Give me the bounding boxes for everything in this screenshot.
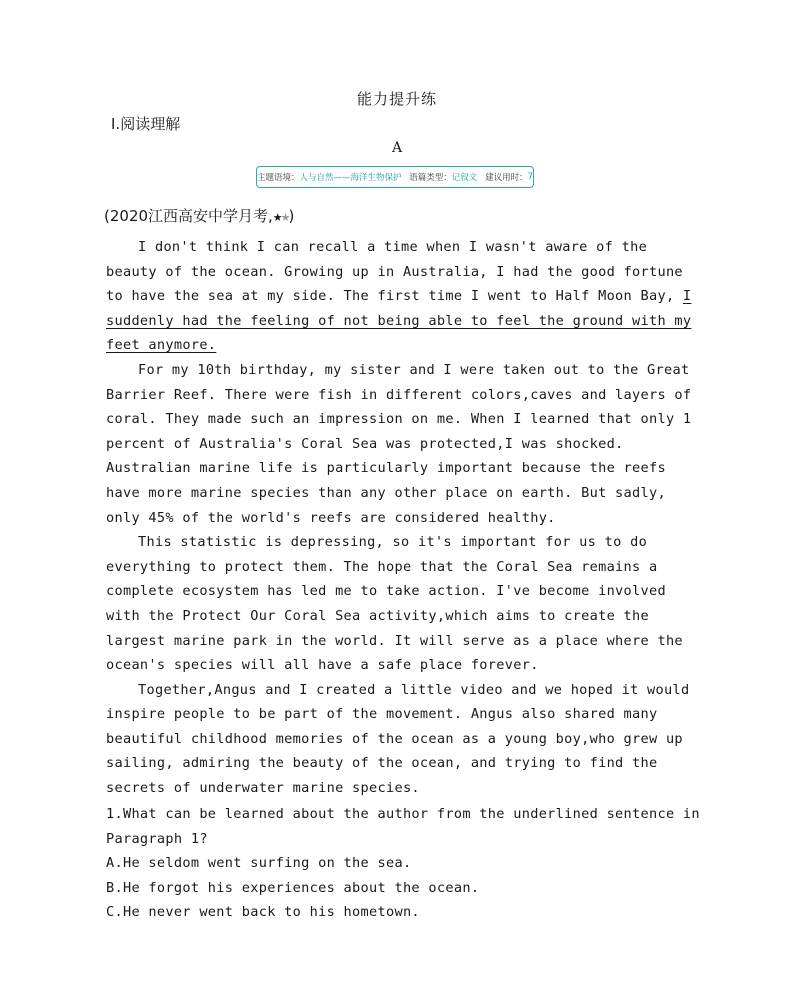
info-banner (256, 166, 534, 188)
page-title: 能力提升练 (356, 90, 437, 108)
genre-value: 记叙文 (451, 173, 478, 183)
paragraph-3: This statistic is depressing, so it's important for us to do everything to protect them. The hope that the Coral Sea remains a complete ecosystem has led me to take action. I've become involved with the Protect Our Coral Sea activity,which aims to create the largest marine park in the world. It will serve as a place where the ocean's species will all have a safe place forever. (106, 534, 683, 674)
reading-passage (106, 235, 706, 801)
theme-label: 主题语境： (257, 173, 300, 183)
genre-label: 语篇类型： (409, 173, 452, 183)
source-close: ) (288, 207, 295, 225)
source-text: (2020江西高安中学月考, (104, 207, 273, 225)
underlined-sentence: I suddenly had the feeling of not being able to feel the ground with my feet anymore. (106, 288, 692, 354)
paragraph-4: Together,Angus and I created a little video and we hoped it would inspire people to be part of the movement. Angus also shared many beautiful childhood memories of the ocean as a young boy,who grew up sailing, admiring the beauty of the ocean, and trying to find the secrets of underwater marine species. (106, 681, 690, 797)
star-icon: ★ (272, 211, 281, 224)
paragraph-1: I don't think I can recall a time when I wasn't aware of the beauty of the ocean. Growing up in Australia, I had the good fortune to have the sea at my side. The first time I went to Half Moon Bay, I suddenly had the feeling of not being able to feel the ground with my feet anymore. (106, 239, 692, 354)
passage-label: A (391, 140, 403, 156)
question-block (106, 802, 706, 925)
section-heading: Ⅰ.阅读理解 (111, 115, 181, 133)
option-b: B.He forgot his experiences about the ocean. (106, 879, 480, 896)
question-stem: 1.What can be learned about the author from the underlined sentence in Paragraph 1? (106, 806, 700, 847)
option-a: A.He seldom went surfing on the sea. (106, 855, 412, 872)
time-label: 建议用时： (485, 173, 528, 183)
time-value: 7 (527, 172, 533, 182)
source-line (104, 205, 294, 226)
option-c: C.He never went back to his hometown. (106, 904, 420, 921)
theme-value: 人与自然——海洋生物保护 (299, 173, 402, 183)
star-icon-faded: ★ (280, 211, 289, 224)
paragraph-2: For my 10th birthday, my sister and I were taken out to the Great Barrier Reef. There were fish in different colors,caves and layers of coral. They made such an impression on me. When I learned that only 1 percent of Australia's Coral Sea was protected,I was shocked. Australian marine life is particularly important because the reefs have more marine species than any other place on earth. But sadly, only 45% of the world's reefs are considered healthy. (106, 361, 692, 526)
